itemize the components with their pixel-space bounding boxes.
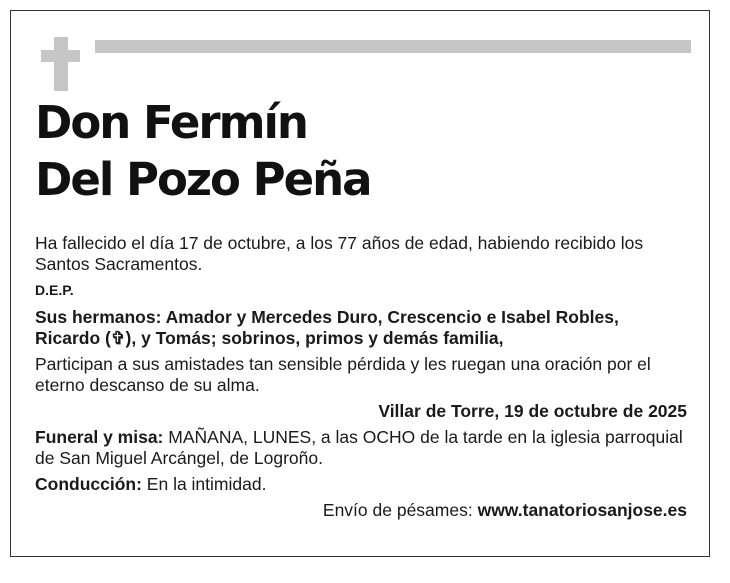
funeral-details: MAÑANA, LUNES, a las OCHO de la tarde en la iglesia parroquial de San Miguel Arcángel, de Logroño. xyxy=(35,427,683,468)
place-date: Villar de Torre, 19 de octubre de 2025 xyxy=(378,401,687,421)
deceased-cross-icon: ✞ xyxy=(110,328,126,348)
name-line-1: Don Fermín xyxy=(35,96,307,149)
dep-text: D.E.P. xyxy=(35,282,74,298)
request-text: Participan a sus amistades tan sensible pérdida y les ruegan una oración por el eterno descanso de su alma. xyxy=(35,354,651,395)
funeral-text xyxy=(35,427,687,469)
intro-text: Ha fallecido el día 17 de octubre, a los 77 años de edad, habiendo recibido los Santos Sacramentos. xyxy=(35,233,644,274)
obituary-card xyxy=(10,10,710,557)
conduccion-label: Conducción: xyxy=(35,474,142,494)
conduccion-text xyxy=(35,474,687,495)
obituary-body xyxy=(35,233,687,521)
family-text xyxy=(35,307,687,349)
header-bar xyxy=(95,40,691,53)
family-text-part1: Sus hermanos: Amador y Mercedes Duro, Crescencio e Isabel Robles, Ricardo ( xyxy=(35,307,619,348)
funeral-label: Funeral y misa: xyxy=(35,427,164,447)
name-line-2: Del Pozo Peña xyxy=(35,153,371,206)
conduccion-details: En la intimidad. xyxy=(141,474,267,494)
condolences-label: Envío de pésames: xyxy=(322,500,478,520)
family-text-part2: ), y Tomás; sobrinos, primos y demás familia, xyxy=(125,328,504,348)
condolences-link[interactable]: www.tanatoriosanjose.es xyxy=(477,500,687,520)
cross-icon-arm xyxy=(41,50,80,62)
condolences-line xyxy=(35,500,687,521)
deceased-name xyxy=(35,94,371,208)
cross-icon xyxy=(54,37,68,91)
